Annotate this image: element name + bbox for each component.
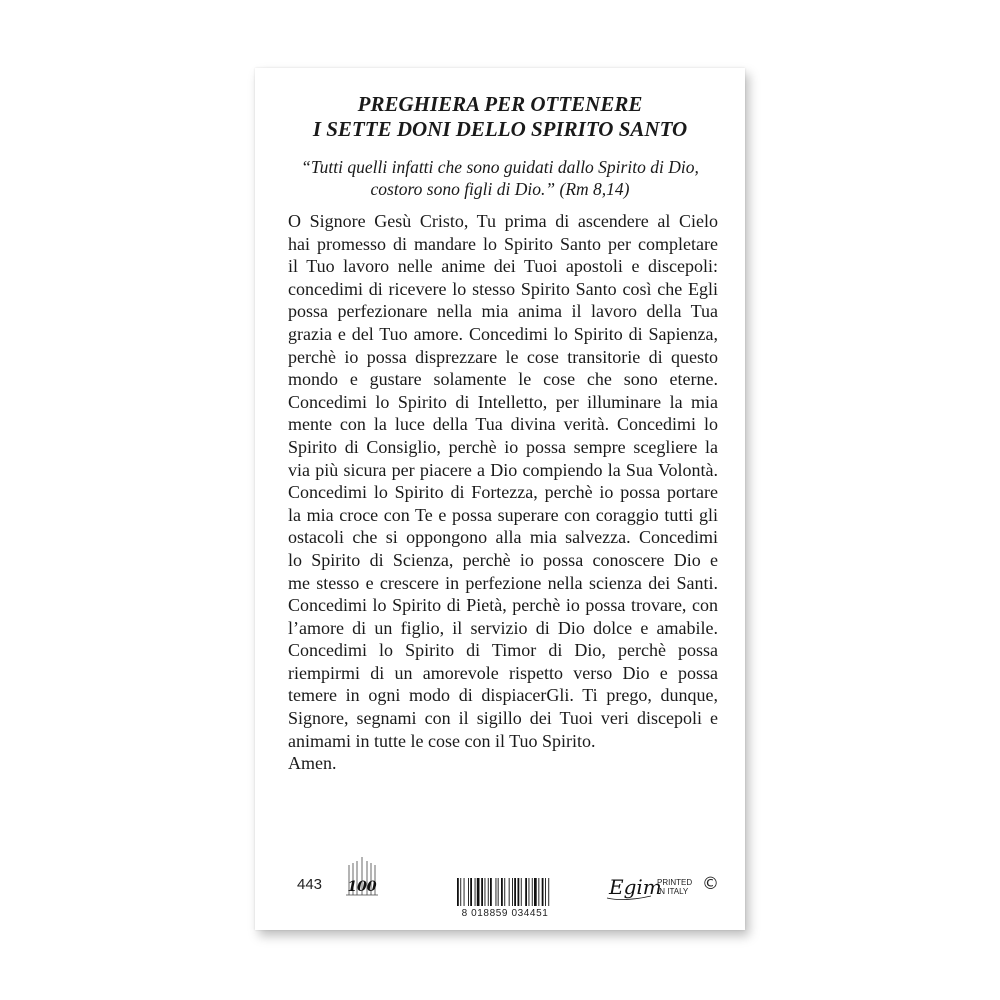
barcode-bar: [542, 878, 544, 906]
barcode-bar: [475, 878, 476, 906]
quote-line-2: costoro sono figli di Dio.” (Rm 8,14): [370, 179, 630, 199]
barcode-bar: [521, 878, 522, 906]
barcode-bar: [525, 878, 527, 906]
prayer-line: animami in tutte le cose con il Tuo Spirito.: [288, 730, 596, 751]
barcode-bar: [481, 878, 483, 906]
prayer-line: riempirmi di un amorevole rispetto verso Dio e possa: [288, 662, 718, 683]
egim-logo-text: Egim: [609, 875, 662, 899]
logo-100-text: 100: [347, 879, 377, 895]
prayer-line: ostacoli che si oppongono alla mia salvezza. Concedimi: [288, 527, 718, 548]
barcode-bar: [490, 878, 492, 906]
prayer-line: Signore, segnami con il sigillo dei Tuoi veri discepoli e: [288, 708, 718, 729]
prayer-line: il Tuo lavoro nelle anime dei Tuoi apostoli e discepoli:: [288, 256, 718, 277]
prayer-line: Concedimi lo Spirito di Timor di Dio, perchè possa: [288, 640, 718, 661]
printed-line-2: IN ITALY: [657, 887, 689, 896]
prayer-body: [288, 210, 718, 775]
barcode: [451, 876, 559, 920]
prayer-line: Spirito di Consiglio, perchè io possa sempre scegliere la: [288, 436, 718, 457]
barcode-bar: [538, 878, 539, 906]
prayer-line: Concedimi lo Spirito di Fortezza, perchè io possa portare: [288, 482, 718, 503]
barcode-bar: [514, 878, 516, 906]
product-code: 443: [297, 876, 323, 893]
barcode-bar: [548, 878, 549, 906]
prayer-line: perchè io possa disprezzare le cose transitorie di questo: [288, 346, 718, 367]
prayer-line: me stesso e crescere in perfezione nella scienza dei Santi.: [288, 572, 718, 593]
prayer-line: O Signore Gesù Cristo, Tu prima di ascendere al Cielo: [288, 211, 718, 231]
barcode-bar: [498, 878, 499, 906]
barcode-bar: [504, 878, 505, 906]
barcode-bar: [512, 878, 513, 906]
barcode-bars: [451, 876, 559, 908]
prayer-line: Amen.: [288, 753, 337, 774]
scripture-quote: [255, 156, 745, 200]
prayer-title: [255, 92, 745, 142]
prayer-line: temere in ogni modo di dispiacerGli. Ti prego, dunque,: [288, 685, 718, 706]
anniversary-logo: [343, 855, 381, 901]
barcode-bar: [534, 878, 537, 906]
barcode-bar: [509, 878, 510, 906]
barcode-bar: [457, 878, 459, 906]
barcode-bar: [468, 878, 469, 906]
barcode-bar: [496, 878, 497, 906]
barcode-bar: [501, 878, 503, 906]
title-line-1: PREGHIERA PER OTTENERE: [357, 92, 643, 116]
prayer-line: Concedimi lo Spirito di Pietà, perchè io possa trovare, con: [288, 595, 718, 616]
quote-line-1: “Tutti quelli infatti che sono guidati dallo Spirito di Dio,: [301, 157, 699, 177]
prayer-line: Concedimi lo Spirito di Intelletto, per illuminare la mia: [288, 391, 718, 412]
prayer-line: concedimi di ricevere lo stesso Spirito Santo così che Egli: [288, 278, 718, 299]
prayer-line: mente con la luce della Tua divina verità. Concedimi lo: [288, 414, 718, 435]
barcode-bar: [460, 878, 461, 906]
prayer-line: la mia croce con Te e possa superare con coraggio tutti gli: [288, 504, 718, 525]
prayer-line: l’amore di un figlio, il servizio di Dio dolce e amabile.: [288, 617, 718, 638]
barcode-bar: [529, 878, 530, 906]
copyright-icon: ©: [702, 874, 719, 894]
prayer-line: grazia e del Tuo amore. Concedimi lo Spirito di Sapienza,: [288, 323, 718, 344]
barcode-bar: [545, 878, 546, 906]
barcode-bar: [485, 878, 486, 906]
barcode-bar: [470, 878, 472, 906]
barcode-bar: [477, 878, 480, 906]
barcode-bar: [518, 878, 520, 906]
prayer-line: hai promesso di mandare lo Spirito Santo per completare: [288, 233, 718, 254]
title-line-2: I SETTE DONI DELLO SPIRITO SANTO: [312, 117, 688, 141]
barcode-number: 8 018859 034451: [461, 908, 549, 919]
prayer-line: mondo e gustare solamente le cose che sono eterne.: [288, 369, 718, 390]
egim-logo: [605, 872, 662, 904]
prayer-line: via più sicura per piacere a Dio compiendo la Sua Volontà.: [288, 459, 718, 480]
barcode-bar: [464, 878, 465, 906]
prayer-card: [255, 68, 745, 930]
printed-line-1: PRINTED: [657, 878, 693, 887]
prayer-line: lo Spirito di Scienza, perchè io possa conoscere Dio e: [288, 549, 718, 570]
barcode-bar: [532, 878, 533, 906]
prayer-line: possa perfezionare nella mia anima il lavoro della Tua: [288, 301, 718, 322]
barcode-bar: [488, 878, 489, 906]
printed-in-italy: [657, 878, 692, 896]
